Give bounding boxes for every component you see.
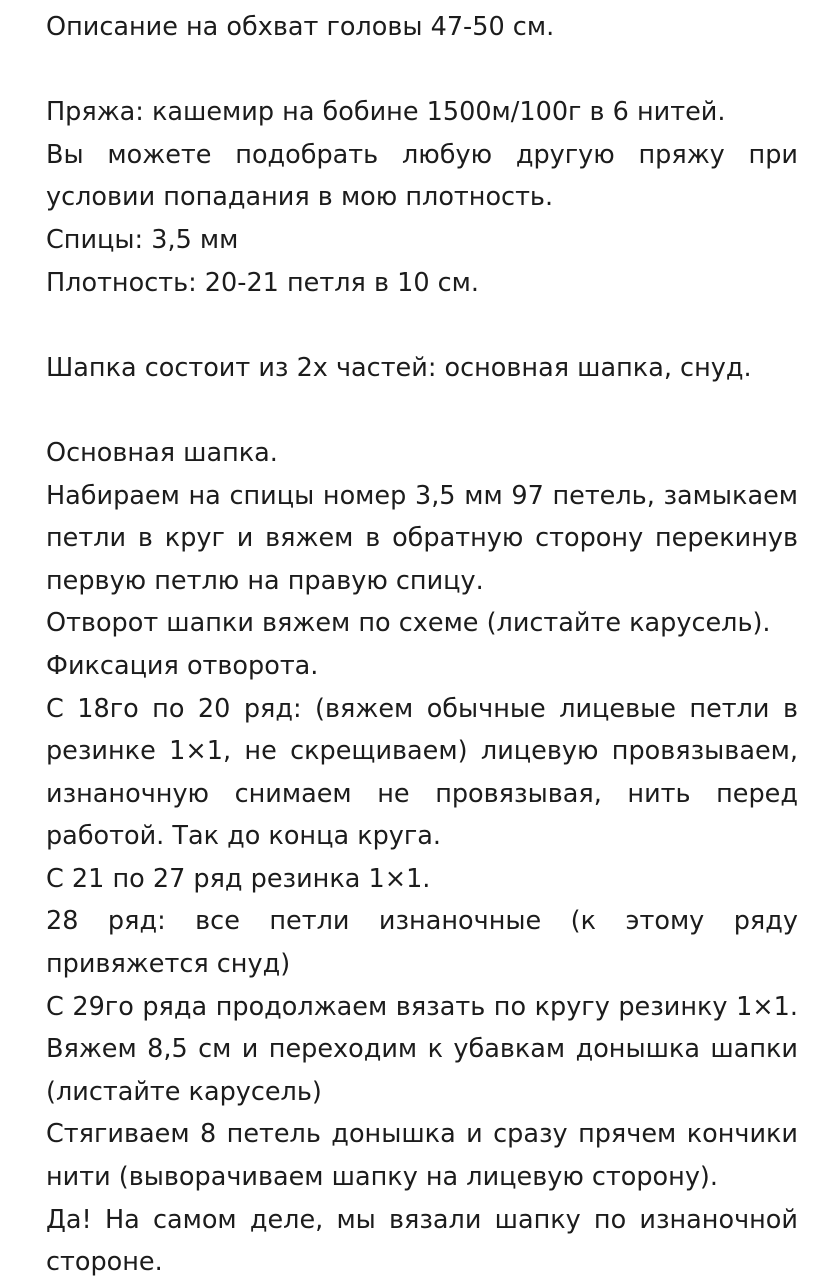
paragraph-yarn: Пряжа: кашемир на бобине 1500м/100г в 6 нитей.	[46, 97, 726, 128]
paragraph-brim-fixing: Фиксация отворота.	[46, 650, 319, 681]
paragraph-wrong-side: Да! На самом деле, мы вязали шапку по изнаночной стороне.	[46, 1204, 798, 1278]
paragraph-crown-close: Стягиваем 8 петель донышка и сразу прячем кончики нити (выворачиваем шапку на лицевую сторону).	[46, 1119, 798, 1193]
paragraph-brim: Отворот шапки вяжем по схеме (листайте карусель).	[46, 608, 771, 639]
document-body	[46, 6, 798, 1284]
paragraph-gauge: Плотность: 20-21 петля в 10 см.	[46, 267, 480, 298]
paragraph-needles: Спицы: 3,5 мм	[46, 224, 239, 255]
section-heading-main-hat: Основная шапка.	[46, 437, 278, 468]
paragraph-rows-21-27: С 21 по 27 ряд резинка 1×1.	[46, 863, 431, 894]
paragraph-row-29: С 29го ряда продолжаем вязать по кругу резинку 1×1. Вяжем 8,5 см и переходим к убавкам донышка шапки (листайте карусель)	[46, 991, 798, 1107]
paragraph-head-size: Описание на обхват головы 47-50 см.	[46, 12, 555, 42]
paragraph-parts: Шапка состоит из 2х частей: основная шапка, снуд.	[46, 352, 752, 383]
paragraph-yarn-substitute: Вы можете подобрать любую другую пряжу при условии попадания в мою плотность.	[46, 139, 798, 213]
paragraph-row-28: 28 ряд: все петли изнаночные (к этому ряду привяжется снуд)	[46, 906, 798, 980]
paragraph-rows-18-20: С 18го по 20 ряд: (вяжем обычные лицевые петли в резинке 1×1, не скрещиваем) лицевую провязываем, изнаночную снимаем не провязывая, нить перед работой. Так до конца круга.	[46, 693, 798, 852]
paragraph-cast-on: Набираем на спицы номер 3,5 мм 97 петель, замыкаем петли в круг и вяжем в обратную сторону перекинув первую петлю на правую спицу.	[46, 480, 798, 596]
